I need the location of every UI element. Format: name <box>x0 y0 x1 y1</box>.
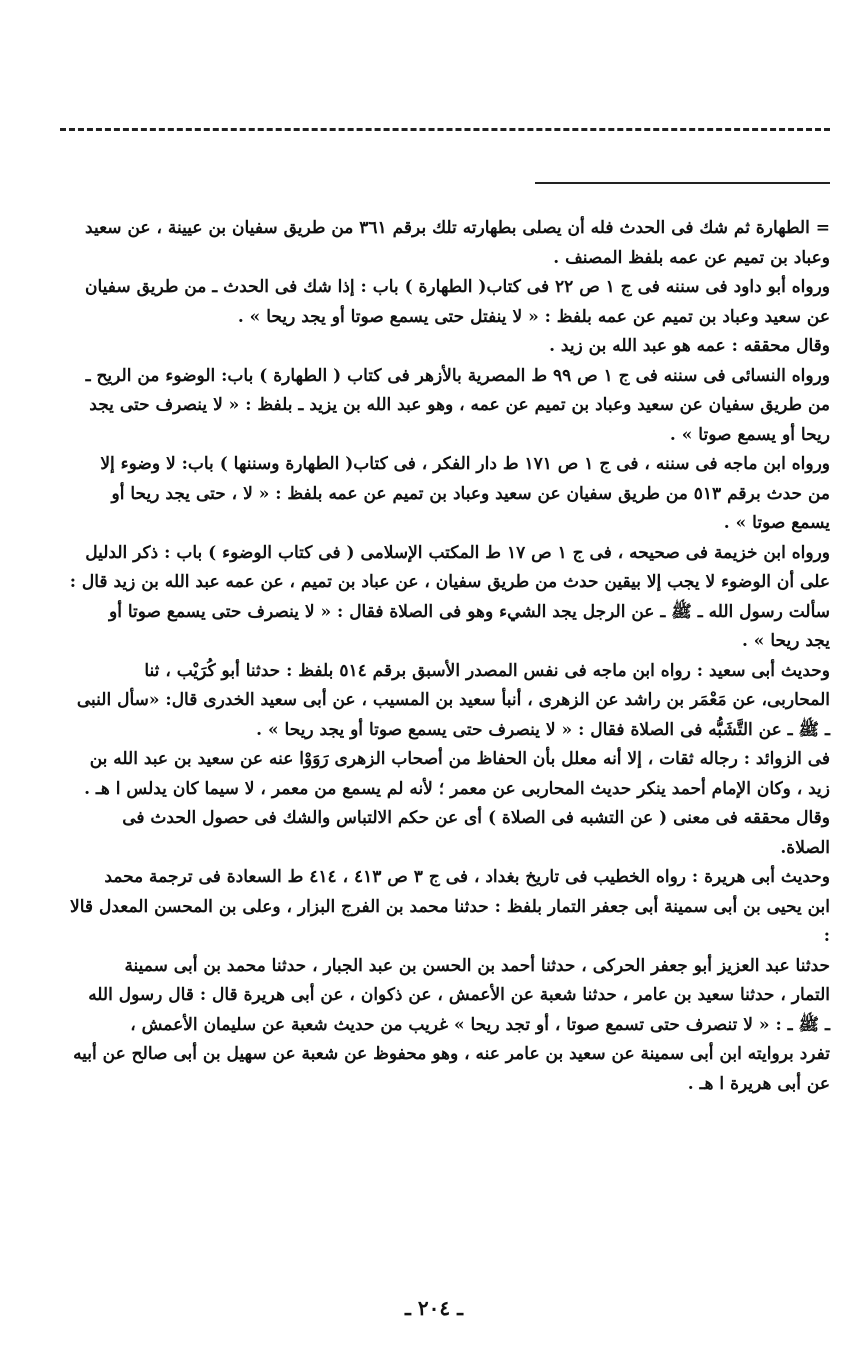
text-line: ورواه النسائى فى سننه فى ج ١ ص ٩٩ ط المصرية بالأزهر فى كتاب ( الطهارة ) باب: الوضوء من الريح ـ <box>85 365 830 386</box>
text-line: ورواه ابن ماجه فى سننه ، فى ج ١ ص ١٧١ ط دار الفكر ، فى كتاب( الطهارة وسننها ) باب: لا وضوء إلا <box>100 454 830 474</box>
footnote-text <box>58 214 830 1099</box>
text-line: ـ ﷺ ـ : « لا تنصرف حتى تسمع صوتا ، أو تجد ريحا » غريب من حديث شعبة عن سليمان الأعمش ، <box>130 1014 830 1035</box>
text-line: وقال محققه : عمه هو عبد الله بن زيد . <box>549 336 830 356</box>
text-line: عن سعيد وعباد بن تميم عن عمه بلفظ : « لا ينفتل حتى يسمع صوتا أو يجد ريحا » . <box>237 306 830 327</box>
text-line: ورواه ابن خزيمة فى صحيحه ، فى ج ١ ص ١٧ ط المكتب الإسلامى ( فى كتاب الوضوء ) باب : ذكر الدليل <box>85 542 830 563</box>
text-line: يجد ريحا » . <box>741 631 830 651</box>
text-line: زيد ، وكان الإمام أحمد ينكر حديث المحاربى عن معمر ؛ لأنه لم يسمع من معمر ، لا سيما كان يدلس ا هـ . <box>84 778 830 799</box>
text-line: سألت رسول الله ـ ﷺ ـ عن الرجل يجد الشيء وهو فى الصلاة فقال : « لا ينصرف حتى يسمع صوتا أو <box>109 601 830 622</box>
text-line: ابن يحيى بن أبى سمينة أبى جعفر التمار بلفظ : حدثنا محمد بن الفرج البزار ، وعلى بن المحسن المعدل قالا : <box>70 896 830 946</box>
text-line: من حدث برقم ٥١٣ من طريق سفيان عن سعيد وعباد بن تميم عن عمه بلفظ : « لا ، حتى يجد ريحا أو <box>111 483 830 504</box>
text-line: وعباد بن تميم عن عمه بلفظ المصنف . <box>553 247 830 268</box>
footnote-separator <box>535 182 830 184</box>
text-line: وحديث أبى هريرة : رواه الخطيب فى تاريخ بغداد ، فى ج ٣ ص ٤١٣ ، ٤١٤ ط السعادة فى ترجمة محمد <box>104 867 830 887</box>
top-dashed-separator <box>60 128 830 131</box>
text-line: وقال محققه فى معنى ( عن التشبه فى الصلاة ) أى عن حكم الالتباس والشك فى حصول الحدث فى <box>122 808 830 828</box>
text-line: ورواه أبو داود فى سننه فى ج ١ ص ٢٢ فى كتاب( الطهارة ) باب : إذا شك فى الحدث ـ من طريق سفيان <box>85 277 830 297</box>
text-line: يسمع صوتا » . <box>723 513 830 533</box>
text-line: المحاربى، عن مَعْمَر بن راشد عن الزهرى ، أنبأ سعيد بن المسيب ، عن أبى سعيد الخدرى قال: «سأل النبى <box>76 690 830 710</box>
text-line: على أن الوضوء لا يجب إلا بيقين حدث من طريق سفيان ، عن عباد بن تميم ، عن عمه عبد الله بن زيد قال : <box>69 572 830 592</box>
text-line: فى الزوائد : رجاله ثقات ، إلا أنه معلل بأن الحفاظ من أصحاب الزهرى رَوَوْا عنه عن سعيد بن عبد الله بن <box>89 749 830 769</box>
text-line: حدثنا عبد العزيز أبو جعفر الحركى ، حدثنا أحمد بن الحسن بن عبد الجبار ، حدثنا محمد بن أبى سمينة <box>124 955 830 976</box>
text-line: ريحا أو يسمع صوتا » . <box>669 424 830 445</box>
text-line: = الطهارة ثم شك فى الحدث فله أن يصلى بطهارته تلك برقم ٣٦١ من طريق سفيان بن عيينة ، عن سعيد <box>85 218 830 238</box>
text-line: من طريق سفيان عن سعيد وعباد بن تميم عن عمه ، وهو عبد الله بن يزيد ـ بلفظ : « لا ينصرف حتى يجد <box>89 395 830 415</box>
text-line: عن أبى هريرة ا هـ . <box>687 1073 830 1094</box>
text-line: تفرد بروايته ابن أبى سمينة عن سعيد بن عامر عنه ، وهو محفوظ عن شعبة عن سهيل بن أبى صالح عن أبيه <box>73 1044 830 1064</box>
text-line: الصلاة. <box>780 837 830 858</box>
page-number: ـ ٢٠٤ ـ <box>405 1296 463 1320</box>
text-line: التمار ، حدثنا سعيد بن عامر ، حدثنا شعبة عن الأعمش ، عن ذكوان ، عن أبى هريرة قال : قال رسول الله <box>88 985 830 1005</box>
text-line: ـ ﷺ ـ عن التَّشَبُّه فى الصلاة فقال : « لا ينصرف حتى يسمع صوتا أو يجد ريحا » . <box>256 719 830 740</box>
text-line: وحديث أبى سعيد : رواه ابن ماجه فى نفس المصدر الأسبق برقم ٥١٤ بلفظ : حدثنا أبو كُرَيْب ، ثنا <box>144 660 830 681</box>
